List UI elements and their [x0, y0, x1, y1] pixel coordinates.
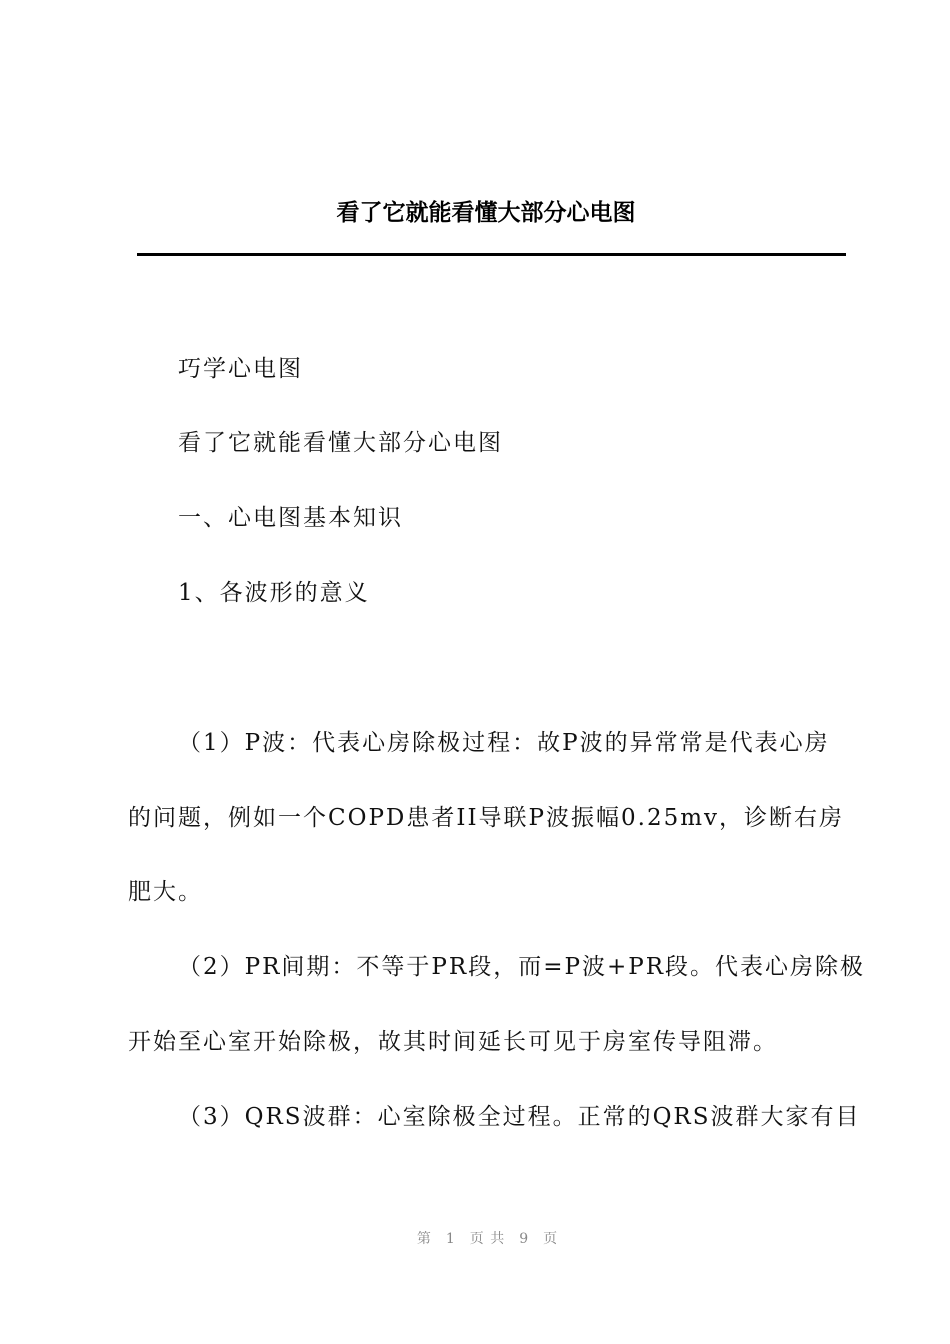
title-underline: [137, 253, 846, 256]
page-footer: [0, 1229, 950, 1249]
footer-page-label: 第: [416, 1231, 432, 1247]
paragraph-line: 肥大。: [128, 879, 203, 905]
subtitle-line: 巧学心电图: [178, 356, 303, 382]
footer-total-pages: 9: [519, 1231, 530, 1247]
footer-of-label: 页 共: [469, 1231, 506, 1247]
paragraph-line: 的问题，例如一个COPD患者II导联P波振幅0.25mv，诊断右房: [128, 805, 845, 831]
subsection-heading: 1、各波形的意义: [178, 580, 370, 606]
footer-pages-label: 页: [543, 1231, 559, 1247]
paragraph-line: 开始至心室开始除极，故其时间延长可见于房室传导阻滞。: [128, 1029, 778, 1055]
heading-line: 看了它就能看懂大部分心电图: [178, 430, 503, 456]
paragraph-line: （2）PR间期：不等于PR段，而=P波+PR段。代表心房除极: [178, 954, 866, 980]
section-heading: 一、心电图基本知识: [178, 505, 403, 531]
footer-current-page: 1: [445, 1231, 456, 1247]
paragraph-line: （1）P波：代表心房除极过程：故P波的异常常是代表心房: [178, 730, 830, 756]
document-title: 看了它就能看懂大部分心电图: [336, 200, 636, 226]
paragraph-line: （3）QRS波群：心室除极全过程。正常的QRS波群大家有目: [178, 1104, 861, 1130]
